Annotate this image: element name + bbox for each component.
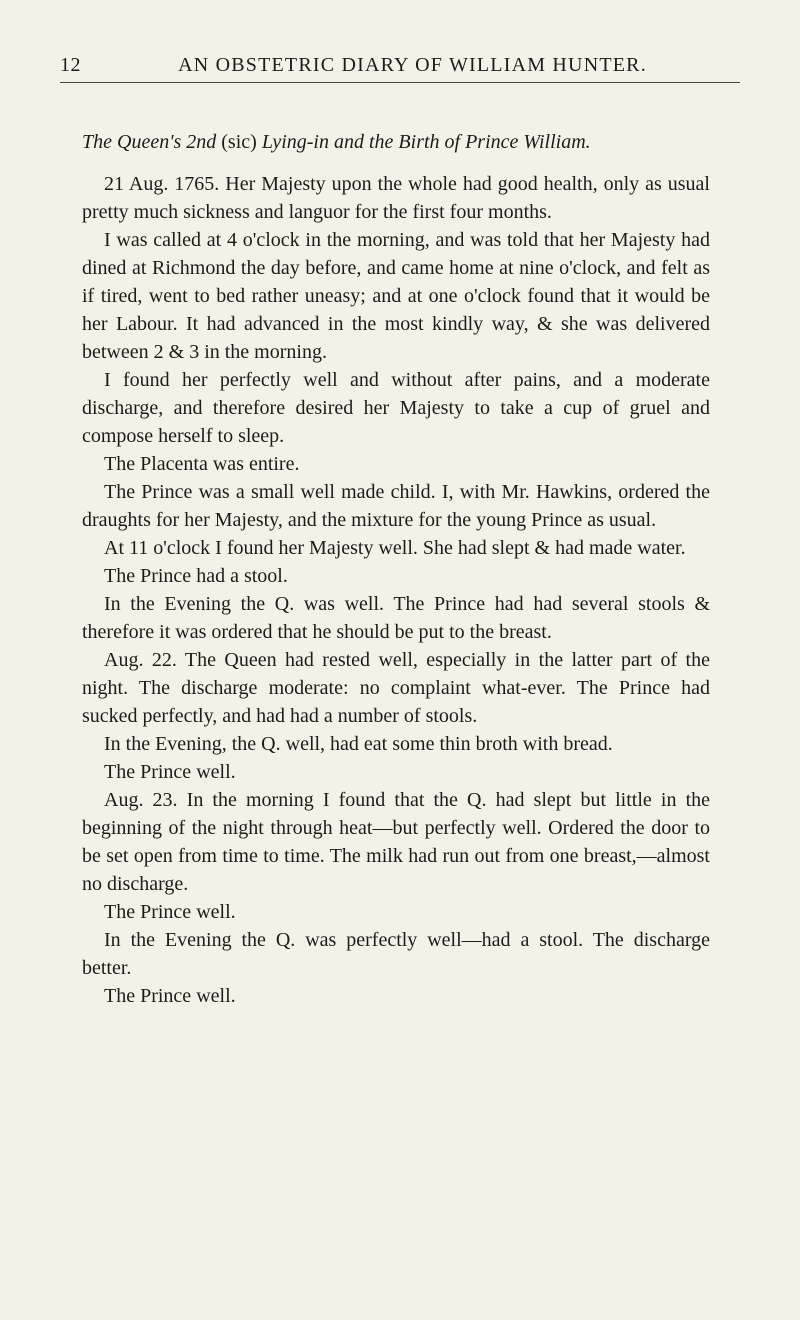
running-header (60, 54, 740, 83)
section-title-part-2: Lying-in and the Birth of Prince William. (256, 131, 591, 153)
page-body (82, 128, 710, 1010)
diary-paragraph-5: The Prince was a small well made child. I, with Mr. Hawkins, ordered the draughts for her Majesty, and the mixture for the young Prince as usual. (82, 481, 710, 531)
diary-paragraph-10: In the Evening, the Q. well, had eat some thin broth with bread. (104, 733, 613, 755)
diary-paragraph-15: The Prince well. (104, 985, 236, 1007)
diary-paragraph-13: The Prince well. (104, 901, 236, 923)
section-title-sic: (sic) (221, 131, 257, 153)
diary-paragraph-3: I found her perfectly well and without after pains, and a moderate discharge, and therefore desired her Majesty to take a cup of gruel and compose herself to sleep. (82, 369, 710, 447)
diary-paragraph-11: The Prince well. (104, 761, 236, 783)
running-title: AN OBSTETRIC DIARY OF WILLIAM HUNTER. (178, 54, 647, 76)
page-number: 12 (60, 54, 81, 76)
section-title (82, 128, 710, 157)
diary-paragraph-14: In the Evening the Q. was perfectly well—had a stool. The discharge better. (82, 929, 710, 979)
diary-paragraph-2: I was called at 4 o'clock in the morning, and was told that her Majesty had dined at Richmond the day before, and came home at nine o'clock, and felt as if tired, went to bed rather uneasy; and at one o'clock found that it would be her Labour. It had advanced in the most kindly way, & she was delivered between 2 & 3 in the morning. (82, 229, 710, 363)
section-title-part-1: The Queen's 2nd (82, 131, 222, 153)
diary-paragraph-7: The Prince had a stool. (104, 565, 288, 587)
diary-paragraph-6: At 11 o'clock I found her Majesty well. She had slept & had made water. (104, 537, 686, 559)
diary-paragraph-9: Aug. 22. The Queen had rested well, especially in the latter part of the night. The discharge moderate: no complaint what-ever. The Prince had sucked perfectly, and had had a number of stools. (82, 649, 710, 727)
diary-paragraph-4: The Placenta was entire. (104, 453, 300, 475)
diary-paragraph-12: Aug. 23. In the morning I found that the Q. had slept but little in the beginning of the night through heat—but perfectly well. Ordered the door to be set open from time to time. The milk had run out from one breast,—almost no discharge. (82, 789, 710, 895)
diary-paragraph-8: In the Evening the Q. was well. The Prince had had several stools & therefore it was ordered that he should be put to the breast. (82, 593, 710, 643)
diary-paragraph-1: 21 Aug. 1765. Her Majesty upon the whole had good health, only as usual pretty much sickness and languor for the first four months. (82, 173, 710, 223)
